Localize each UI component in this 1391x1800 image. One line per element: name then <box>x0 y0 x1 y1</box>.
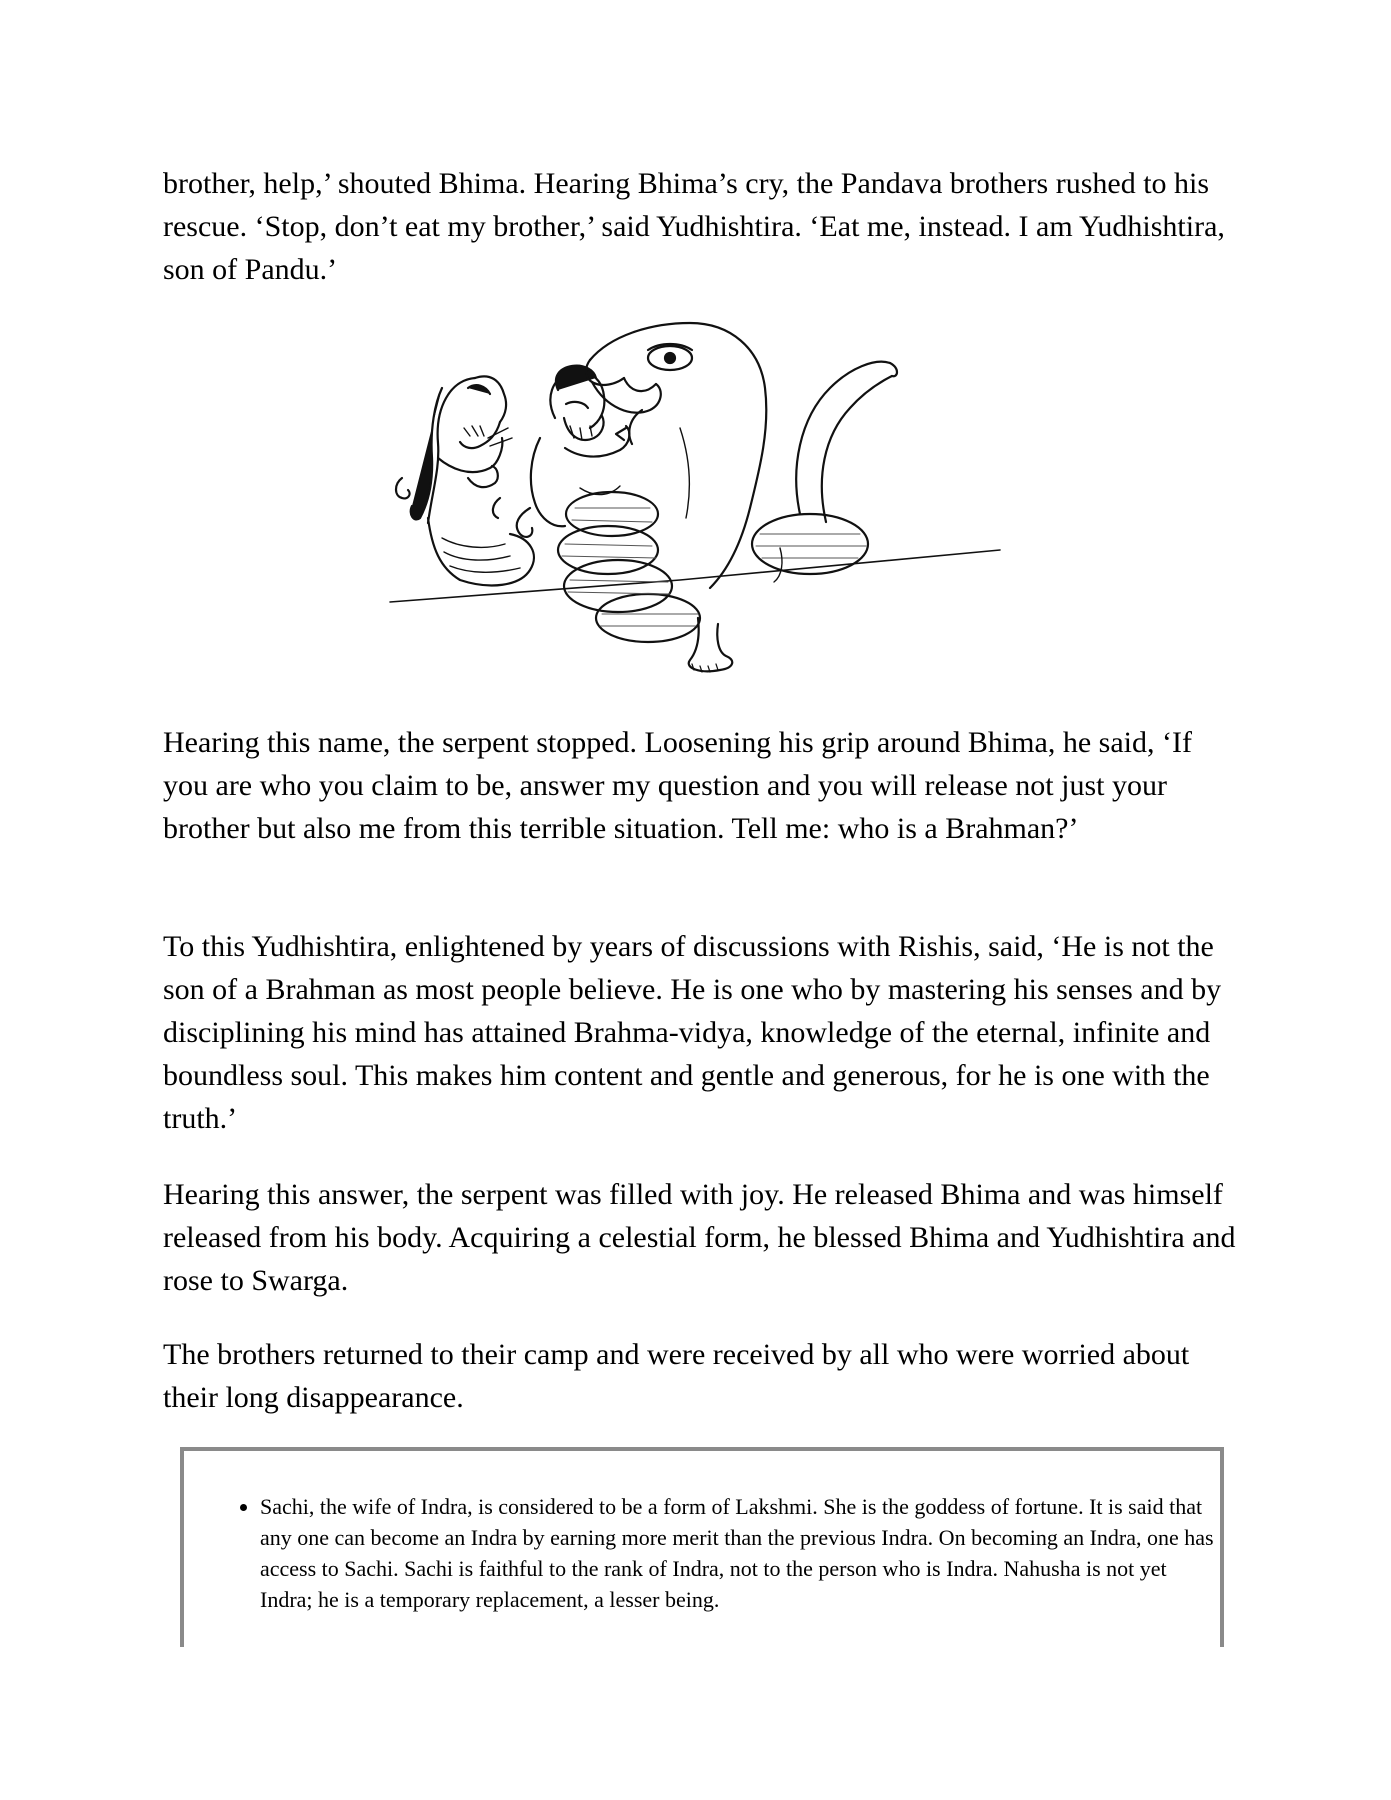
paragraph-serpent-question: Hearing this name, the serpent stopped. Loosening his grip around Bhima, he said, ‘If you are who you claim to be, answer my question and you will release not just your brother but also me from this terrible situation. Tell me: who is a Brahman?’ <box>163 726 1192 845</box>
figure-left-brother <box>396 376 534 585</box>
note-box <box>180 1447 1224 1647</box>
serpent-tail <box>796 362 897 522</box>
paragraph-yudhishtira-answer: To this Yudhishtira, enlightened by years of discussions with Rishis, said, ‘He is not the son of a Brahman as most people believe. He is one who by mastering his senses and by disciplining his mind has attained Brahma-vidya, knowledge of the eternal, infinite and boundless soul. This makes him content and gentle and generous, for he is one with the truth.’ <box>163 930 1222 1135</box>
paragraph-serpent-released: Hearing this answer, the serpent was filled with joy. He released Bhima and was himself released from his body. Acquiring a celestial form, he blessed Bhima and Yudhishtira and rose to Swarga. <box>163 1178 1236 1297</box>
note-list <box>232 1491 1220 1615</box>
note-item-sachi: • Sachi, the wife of Indra, is considered to be a form of Lakshmi. She is the goddess of fortune. It is said that any one can become an Indra by earning more merit than the previous Indra. On becoming an Indra, one has access to Sachi. Sachi is faithful to the rank of Indra, not to the person who is Indra. Nahusha is not yet Indra; he is a temporary replacement, a lesser being. <box>260 1491 1220 1615</box>
serpent-head <box>586 323 766 588</box>
paragraph-brothers-return: The brothers returned to their camp and were received by all who were worried about their long disappearance. <box>163 1338 1190 1414</box>
serpent-illustration <box>380 318 1020 690</box>
bhima-foot <box>689 548 782 672</box>
figure-bhima <box>493 366 629 537</box>
paragraph-bhima-cry: brother, help,’ shouted Bhima. Hearing Bhima’s cry, the Pandava brothers rushed to his rescue. ‘Stop, don’t eat my brother,’ said Yudhishtira. ‘Eat me, instead. I am Yudhishtira, son of Pandu.’ <box>163 167 1225 286</box>
